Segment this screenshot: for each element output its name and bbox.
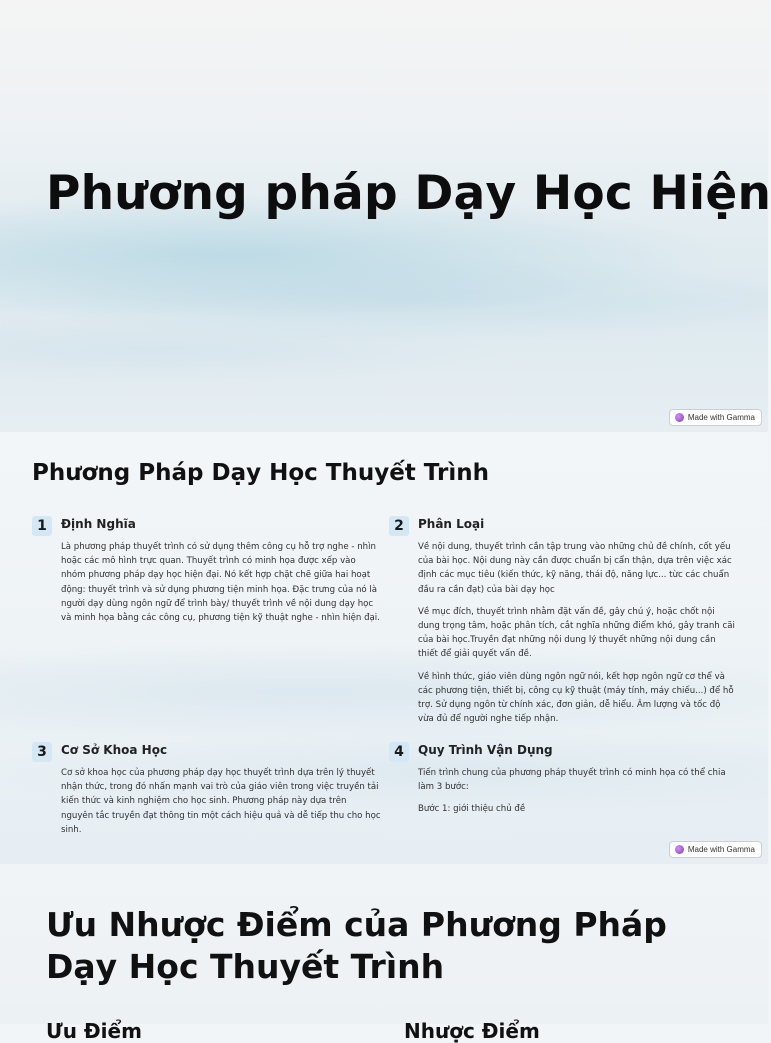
pros-cons-heading: Ưu Nhược Điểm của Phương Pháp Dạy Học Thuyết Trình	[46, 905, 667, 986]
cons-subheading: Nhược Điểm	[404, 1019, 540, 1043]
gamma-logo-icon	[675, 845, 684, 854]
item-paragraph: Về hình thức, giáo viên dùng ngôn ngữ nói, kết hợp ngôn ngữ cơ thể và các phương tiện, thiết bị, công cụ kỹ thuật (máy tính, máy chiếu...) để hỗ trợ. Sử dụng ngôn từ chính xác, đơn giản, dễ hiểu. Âm lượng và tốc độ vừa đủ để người nghe tiếp nhận.	[418, 671, 734, 725]
made-with-gamma-badge[interactable]	[669, 841, 762, 858]
item-body	[418, 540, 738, 734]
made-with-gamma-label: Made with Gamma	[687, 845, 755, 854]
item-number-badge: 4	[389, 742, 409, 762]
method-slide	[0, 432, 768, 864]
item-paragraph: Tiến trình chung của phương pháp thuyết trình có minh họa có thể chia làm 3 bước:	[418, 768, 726, 793]
item-paragraph: Cơ sở khoa học của phương pháp dạy học thuyết trình dựa trên lý thuyết nhận thức, trong đó nhấn mạnh vai trò của giáo viên trong việc truyền tải kiến thức và kinh nghiệm cho học sinh. Phương pháp này dựa trên nguyên tắc truyền đạt thông tin một cách hiệu quả và dễ tiếp thu cho học sinh.	[61, 768, 381, 835]
item-title: Phân Loại	[418, 517, 485, 531]
item-body	[61, 766, 381, 845]
title-slide	[0, 0, 771, 432]
item-number-badge: 1	[32, 516, 52, 536]
made-with-gamma-badge[interactable]	[669, 409, 762, 426]
item-number-badge: 3	[32, 742, 52, 762]
made-with-gamma-label: Made with Gamma	[687, 413, 755, 422]
item-paragraph: Về nội dung, thuyết trình cần tập trung vào những chủ đề chính, cốt yếu của bài học. Nội dung này cần được chuẩn bị cẩn thận, dựa trên việc xác định các mục tiêu (kiến thức, kỹ năng, thái độ, năng lực... từc các chuẩn đầu ra cần đạt) của bài dạy học	[418, 542, 732, 595]
item-paragraph: Bước 1: giới thiệu chủ đề	[418, 804, 526, 815]
method-slide-heading: Phương Pháp Dạy Học Thuyết Trình	[32, 460, 489, 486]
pros-cons-slide	[0, 864, 768, 1043]
item-paragraph: Là phương pháp thuyết trình có sử dụng thêm công cụ hỗ trợ nghe - nhìn hoặc các mô hình trực quan. Thuyết trình có minh họa được xếp vào nhóm phương pháp dạy học hiện đại. Nó kết hợp chặt chẽ giữa hai hoạt động: thuyết trình và sử dụng phương tiện minh họa. Đặc trưng của nó là người dạy dùng ngôn ngữ để trình bày/ thuyết trình về nội dung dạy học và minh họa bằng các công cụ, phương tiện kỹ thuật nghe - nhìn hiện đại.	[61, 542, 380, 624]
title-slide-heading: Phương pháp Dạy Học Hiện	[46, 166, 771, 221]
item-number-badge: 2	[389, 516, 409, 536]
item-title: Định Nghĩa	[61, 517, 136, 531]
gamma-logo-icon	[675, 413, 684, 422]
item-paragraph: Về mục đích, thuyết trình nhằm đặt vấn đề, gây chú ý, hoặc chốt nội dung trọng tâm, hoặc phân tích, cắt nghĩa những điểm khó, gây tranh cãi của bài học.Truyền đạt những nội dung lý thuyết những nội dung cần thiết để giải quyết vấn đề.	[418, 606, 735, 660]
item-title: Quy Trình Vận Dụng	[418, 743, 553, 757]
item-body	[418, 766, 738, 825]
item-body	[61, 540, 381, 633]
item-title: Cơ Sở Khoa Học	[61, 743, 168, 757]
pros-subheading: Ưu Điểm	[46, 1019, 142, 1043]
